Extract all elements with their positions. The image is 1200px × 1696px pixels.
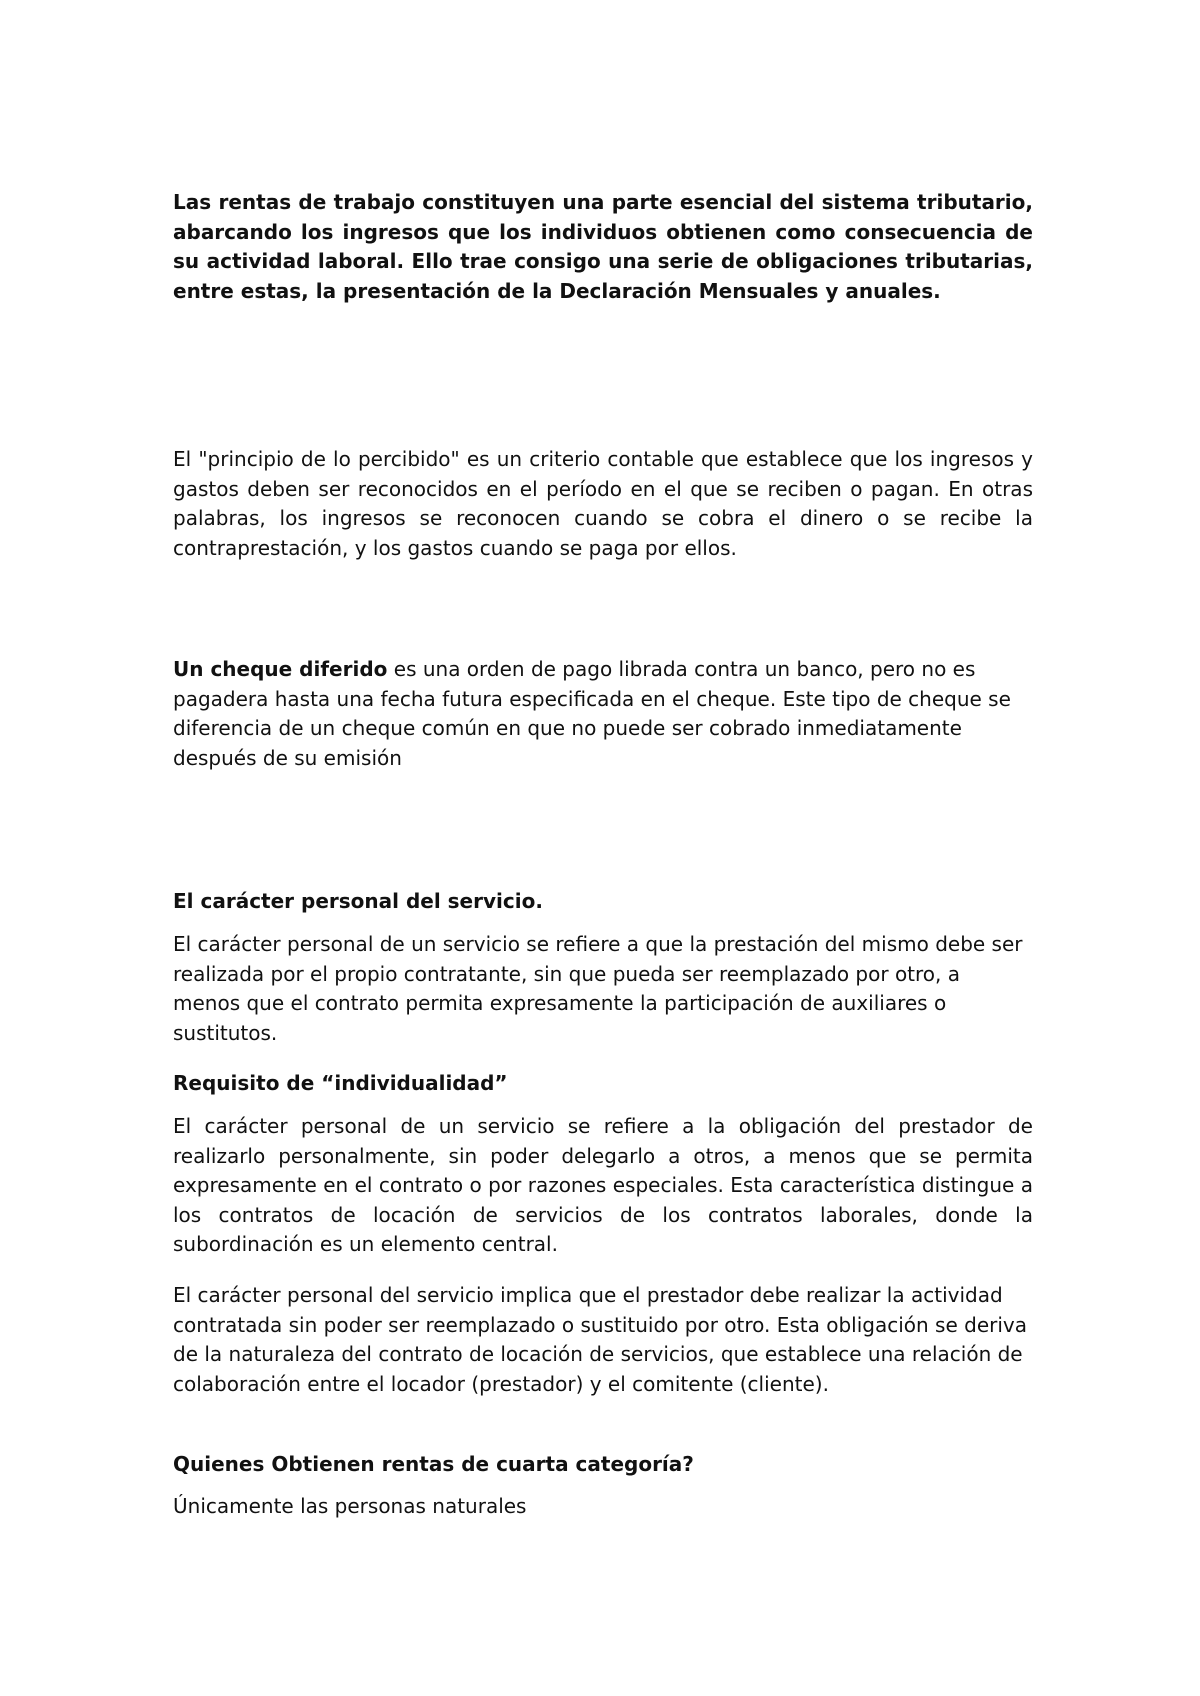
individualidad-heading: Requisito de “individualidad” [173, 1071, 508, 1095]
cheque-diferido-text: es una orden de pago librada contra un banco, pero no es pagadera hasta una fecha futura especificada en el cheque. Este tipo de cheque se diferencia de un cheque común en que no puede ser cobrado inmediatamente después de su emisión [173, 657, 1011, 770]
principio-percibido-paragraph: El "principio de lo percibido" es un criterio contable que establece que los ingresos y gastos deben ser reconocidos en el período en el que se reciben o pagan. En otras palabras, los ingresos se reconocen cuando se cobra el dinero o se recibe la contraprestación, y los gastos cuando se paga por ellos. [173, 447, 1033, 560]
intro-paragraph: Las rentas de trabajo constituyen una parte esencial del sistema tributario, abarcando los ingresos que los individuos obtienen como consecuencia de su actividad laboral. Ello trae consigo una serie de obligaciones tributarias, entre estas, la presentación de la Declaración Mensuales y anuales. [173, 190, 1033, 303]
cuarta-categoria-heading: Quienes Obtienen rentas de cuarta categoría? [173, 1452, 694, 1476]
individualidad-paragraph-2: El carácter personal del servicio implica que el prestador debe realizar la actividad contratada sin poder ser reemplazado o sustituido por otro. Esta obligación se deriva de la naturaleza del contrato de locación de servicios, que establece una relación de colaboración entre el locador (prestador) y el comitente (cliente). [173, 1283, 1028, 1396]
individualidad-paragraph-1: El carácter personal de un servicio se refiere a la obligación del prestador de realizarlo personalmente, sin poder delegarlo a otros, a menos que se permita expresamente en el contrato o por razones especiales. Esta característica distingue a los contratos de locación de servicios de los contratos laborales, donde la subordinación es un elemento central. [173, 1114, 1033, 1257]
cheque-diferido-paragraph [173, 655, 1033, 773]
caracter-personal-paragraph: El carácter personal de un servicio se refiere a que la prestación del mismo debe ser realizada por el propio contratante, sin que pueda ser reemplazado por otro, a menos que el contrato permita expresamente la participación de auxiliares o sustitutos. [173, 932, 1023, 1045]
cheque-diferido-term: Un cheque diferido [173, 657, 388, 681]
caracter-personal-heading: El carácter personal del servicio. [173, 889, 543, 913]
cuarta-categoria-answer: Únicamente las personas naturales [173, 1494, 527, 1518]
